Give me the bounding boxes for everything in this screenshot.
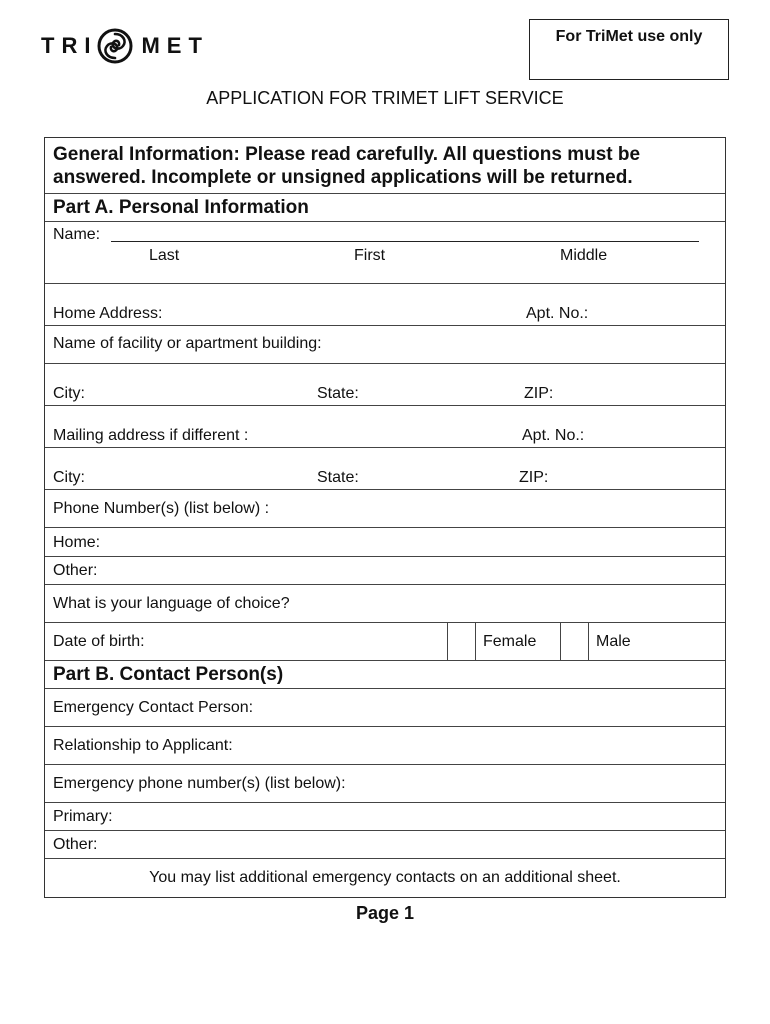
mailing-apt-no-label: Apt. No.: (522, 427, 585, 444)
name-first-label: First (354, 247, 386, 264)
mailing-city-label: City: (53, 469, 85, 486)
mailing-address-row[interactable] (45, 406, 725, 448)
city-label: City: (53, 385, 85, 402)
trimet-swirl-icon (97, 28, 133, 64)
trimet-use-only-box (529, 19, 729, 80)
mailing-city-row[interactable] (45, 448, 725, 490)
emergency-contact-row[interactable] (45, 689, 725, 727)
page-number: Page 1 (355, 903, 415, 923)
part-a-heading: Part A. Personal Information (45, 194, 725, 222)
emergency-phones-label: Emergency phone number(s) (list below): (53, 775, 346, 792)
relationship-row[interactable] (45, 727, 725, 765)
male-checkbox[interactable] (560, 623, 588, 661)
state-label: State: (317, 385, 359, 402)
facility-label: Name of facility or apartment building: (53, 335, 322, 352)
female-label: Female (483, 633, 537, 650)
city-row[interactable] (45, 364, 725, 406)
mailing-address-label: Mailing address if different : (53, 427, 249, 444)
emergency-other-phone-label: Other: (53, 836, 98, 853)
female-checkbox[interactable] (447, 623, 475, 661)
facility-row[interactable] (45, 326, 725, 364)
language-label: What is your language of choice? (53, 595, 290, 612)
male-label: Male (596, 633, 631, 650)
emergency-contact-label: Emergency Contact Person: (53, 699, 254, 716)
phone-numbers-row (45, 490, 725, 528)
phone-numbers-label: Phone Number(s) (list below) : (53, 500, 270, 517)
name-last-label: Last (149, 247, 180, 264)
document-title: APPLICATION FOR TRIMET LIFT SERVICE (206, 88, 564, 108)
home-phone-label: Home: (53, 534, 101, 551)
dob-gender-row (45, 623, 725, 661)
language-row[interactable] (45, 585, 725, 623)
emergency-other-phone-row[interactable] (45, 831, 725, 859)
dob-label: Date of birth: (53, 633, 145, 650)
other-phone-label: Other: (53, 562, 98, 579)
name-row (45, 222, 725, 284)
home-phone-row[interactable] (45, 528, 725, 557)
name-input-line[interactable] (111, 241, 699, 242)
general-information: General Information: Please read carefully. All questions must be answered. Incomplete or unsigned applications will be returned. (45, 138, 725, 194)
primary-phone-label: Primary: (53, 808, 113, 825)
part-b-heading: Part B. Contact Person(s) (45, 661, 725, 689)
additional-contacts-note: You may list additional emergency contacts on an additional sheet. (149, 869, 621, 886)
mailing-state-label: State: (317, 469, 359, 486)
trimet-use-only-label: For TriMet use only (555, 28, 703, 45)
zip-label: ZIP: (524, 385, 554, 402)
home-address-row[interactable] (45, 284, 725, 326)
name-label: Name: (53, 226, 101, 243)
trimet-logo (41, 28, 209, 64)
application-form (44, 137, 726, 898)
other-phone-row[interactable] (45, 557, 725, 585)
mailing-zip-label: ZIP: (519, 469, 549, 486)
relationship-label: Relationship to Applicant: (53, 737, 233, 754)
logo-text-right: MET (141, 33, 209, 58)
emergency-phones-row (45, 765, 725, 803)
name-middle-label: Middle (560, 247, 608, 264)
home-address-label: Home Address: (53, 305, 163, 322)
logo-text-left: TRI (41, 33, 98, 58)
primary-phone-row[interactable] (45, 803, 725, 831)
apt-no-label: Apt. No.: (526, 305, 589, 322)
